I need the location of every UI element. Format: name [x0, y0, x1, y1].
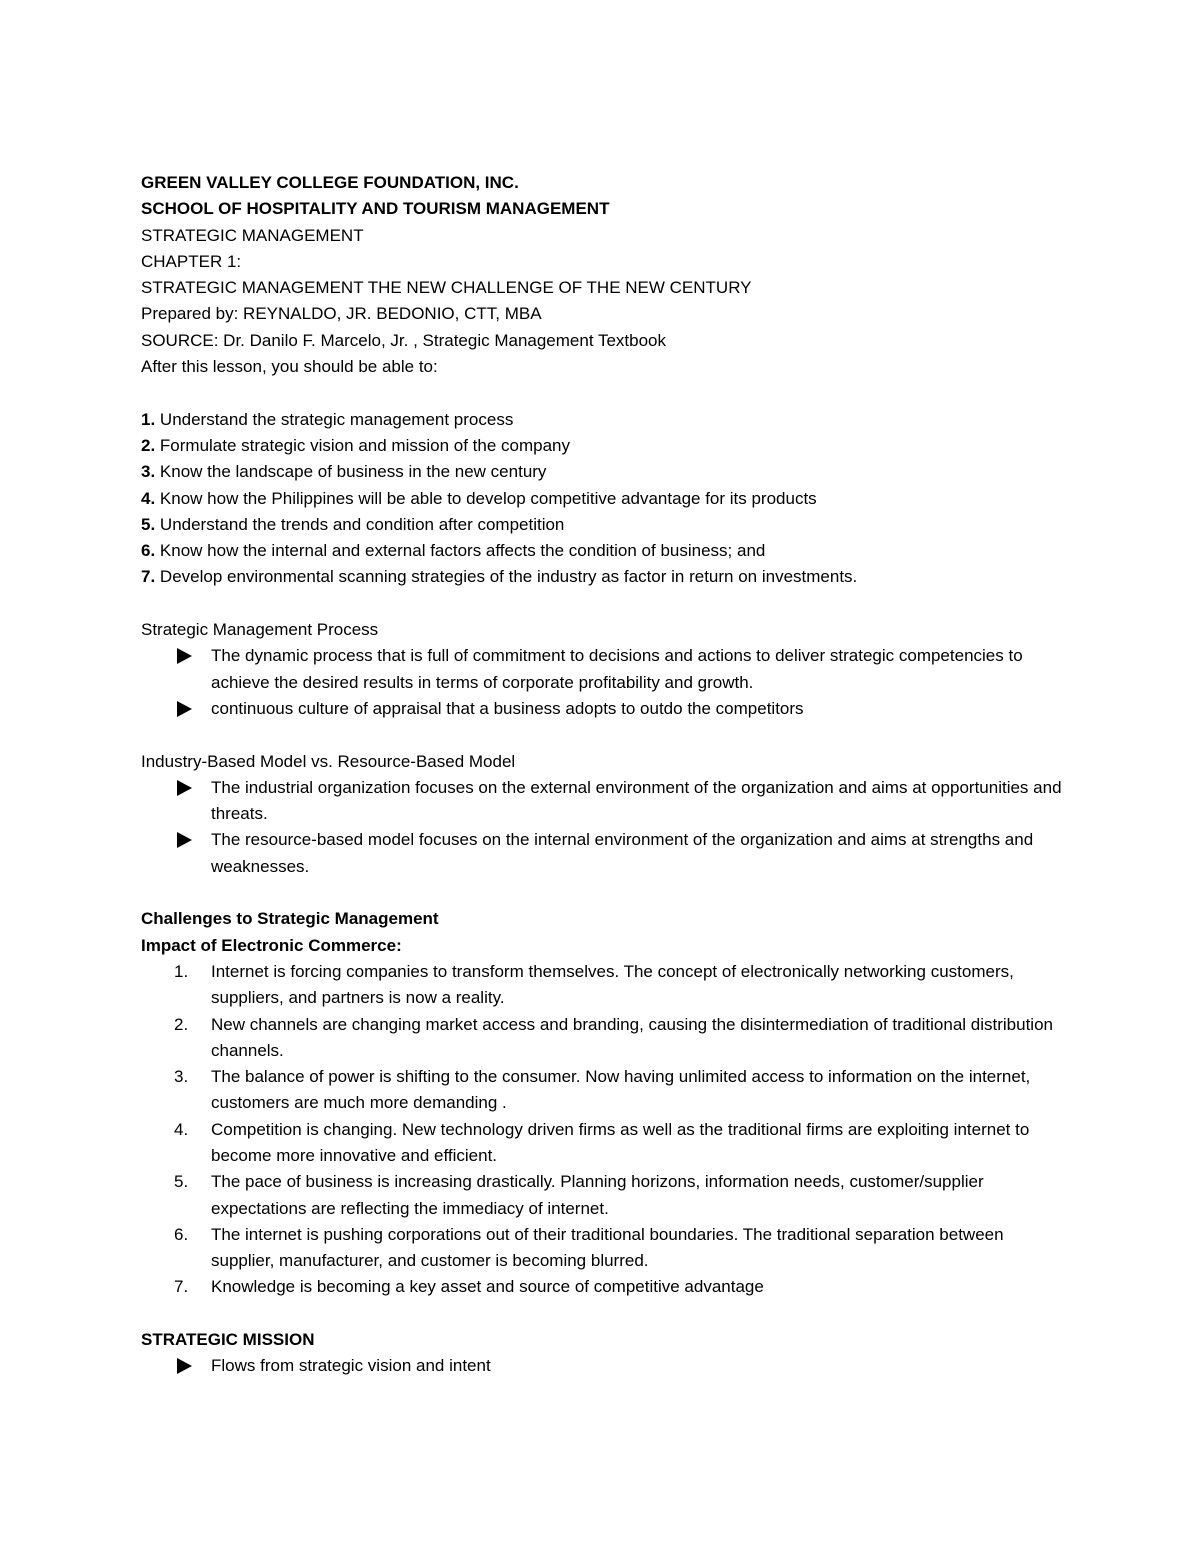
objective-item: 4. Know how the Philippines will be able to develop competitive advantage for its products — [141, 488, 817, 508]
institution-name: GREEN VALLEY COLLEGE FOUNDATION, INC. — [141, 173, 519, 192]
list-item: 5. The pace of business is increasing drastically. Planning horizons, information needs, customer/supplier expectations are reflecting the immediacy of internet. — [174, 1172, 984, 1218]
bullet-item: The industrial organization focuses on the external environment of the organization and aims at opportunities and threats. — [141, 775, 1071, 828]
challenges-subheading: Impact of Electronic Commerce: — [141, 935, 402, 955]
challenges-heading: Challenges to Strategic Management — [141, 909, 439, 929]
list-item: 7. Knowledge is becoming a key asset and source of competitive advantage — [174, 1277, 764, 1297]
arrow-bullet-icon — [141, 643, 211, 696]
models-heading: Industry-Based Model vs. Resource-Based Model — [141, 751, 516, 771]
spacer — [141, 1301, 1071, 1327]
course-title: STRATEGIC MANAGEMENT — [141, 225, 364, 245]
document-body — [141, 170, 1071, 1380]
source-line: SOURCE: Dr. Danilo F. Marcelo, Jr. , Strategic Management Textbook — [141, 330, 667, 350]
arrow-bullet-icon — [141, 827, 211, 880]
spacer — [141, 591, 1071, 617]
challenges-list — [141, 959, 1071, 1301]
list-item: 2. New channels are changing market access and branding, causing the disintermediation of traditional distribution channels. — [174, 1014, 1053, 1060]
objectives-intro: After this lesson, you should be able to: — [141, 357, 438, 377]
mission-heading: STRATEGIC MISSION — [141, 1330, 315, 1350]
school-name: SCHOOL OF HOSPITALITY AND TOURISM MANAGEMENT — [141, 199, 610, 219]
arrow-bullet-icon — [141, 696, 211, 722]
objectives-list — [141, 407, 1071, 591]
objective-item: 3. Know the landscape of business in the new century — [141, 462, 547, 482]
list-item: 1. Internet is forcing companies to transform themselves. The concept of electronically networking customers, suppliers, and partners is now a reality. — [174, 961, 1014, 1008]
bullet-item: Flows from strategic vision and intent — [141, 1353, 1071, 1379]
process-heading: Strategic Management Process — [141, 620, 379, 640]
objective-item: 5. Understand the trends and condition after competition — [141, 514, 565, 534]
bullet-item: The resource-based model focuses on the internal environment of the organization and aims at strengths and weaknesses. — [141, 827, 1071, 880]
list-item: 6. The internet is pushing corporations out of their traditional boundaries. The traditional separation between supplier, manufacturer, and customer is becoming blurred. — [174, 1224, 1004, 1271]
objective-item: 6. Know how the internal and external factors affects the condition of business; and — [141, 541, 766, 561]
bullet-item: continuous culture of appraisal that a business adopts to outdo the competitors — [141, 696, 1071, 722]
chapter-label: CHAPTER 1: — [141, 251, 242, 271]
objective-item: 7. Develop environmental scanning strategies of the industry as factor in return on investments. — [141, 567, 858, 587]
list-item: 4. Competition is changing. New technology driven firms as well as the traditional firms are exploiting internet to become more innovative and efficient. — [174, 1119, 1030, 1165]
objective-item: 1. Understand the strategic management process — [141, 409, 514, 429]
arrow-bullet-icon — [141, 1353, 211, 1379]
arrow-bullet-icon — [141, 775, 211, 828]
spacer — [141, 722, 1071, 748]
spacer — [141, 380, 1071, 406]
spacer — [141, 880, 1071, 906]
chapter-title: STRATEGIC MANAGEMENT THE NEW CHALLENGE OF THE NEW CENTURY — [141, 278, 752, 298]
objective-item: 2. Formulate strategic vision and mission of the company — [141, 435, 570, 455]
prepared-by: Prepared by: REYNALDO, JR. BEDONIO, CTT, MBA — [141, 304, 542, 324]
bullet-item: The dynamic process that is full of commitment to decisions and actions to deliver strategic competencies to achieve the desired results in terms of corporate profitability and growth. — [141, 643, 1071, 696]
list-item: 3. The balance of power is shifting to the consumer. Now having unlimited access to information on the internet, customers are much more demanding . — [174, 1067, 1031, 1113]
